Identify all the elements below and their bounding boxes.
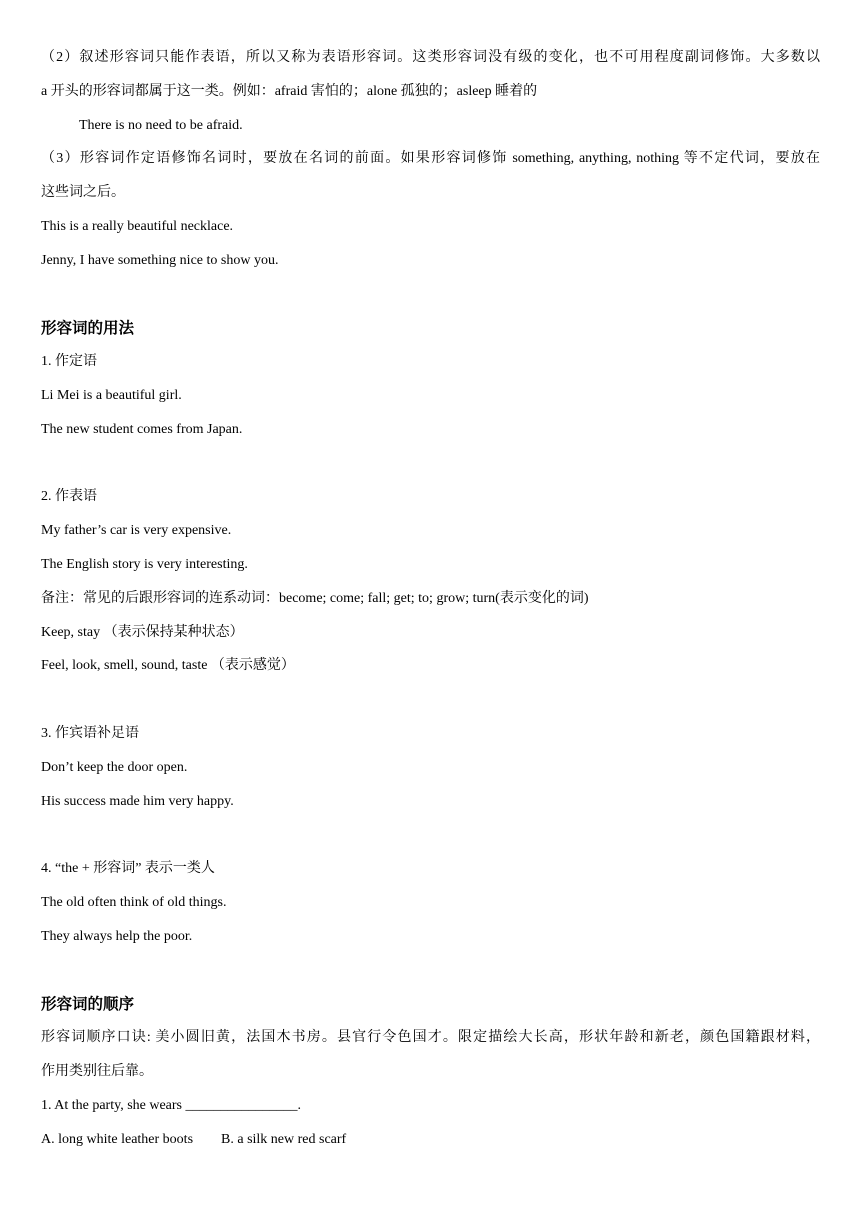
usage-item-1-title: 1. 作定语 bbox=[41, 354, 97, 369]
usage-note-linking-verbs: 备注：常见的后跟形容词的连系动词：become; come; fall; get; to; grow; turn(表示变化的词) bbox=[41, 591, 589, 606]
usage-item-3-example-1: Don’t keep the door open. bbox=[41, 760, 188, 775]
usage-note-sense-verbs: Feel, look, smell, sound, taste （表示感觉） bbox=[41, 658, 295, 673]
usage-item-3-example-2: His success made him very happy. bbox=[41, 794, 234, 809]
usage-item-4-example-1: The old often think of old things. bbox=[41, 895, 227, 910]
usage-item-4-title: 4. “the + 形容词” 表示一类人 bbox=[41, 861, 215, 876]
order-mnemonic-line-2: 作用类别往后靠。 bbox=[41, 1064, 153, 1079]
usage-heading: 形容词的用法 bbox=[41, 319, 135, 337]
order-question-1-options bbox=[41, 1130, 820, 1150]
option-a: A. long white leather boots bbox=[41, 1132, 194, 1147]
predicative-paragraph-line-2: a 开头的形容词都属于这一类。例如：afraid 害怕的；alone 孤独的；asleep 睡着的 bbox=[41, 84, 538, 99]
usage-item-2-example-1: My father’s car is very expensive. bbox=[41, 523, 232, 538]
order-mnemonic-line-1: 形容词顺序口诀: 美小圆旧黄，法国木书房。县官行令色国才。限定描绘大长高，形状年龄和新老，颜色国籍跟材料， bbox=[41, 1030, 820, 1045]
attributive-example-1: This is a really beautiful necklace. bbox=[41, 219, 234, 234]
attributive-paragraph-line-1: （3）形容词作定语修饰名词时，要放在名词的前面。如果形容词修饰 something, anything, nothing 等不定代词，要放在 bbox=[41, 151, 820, 166]
order-heading: 形容词的顺序 bbox=[41, 995, 135, 1013]
usage-note-keep-stay: Keep, stay （表示保持某种状态） bbox=[41, 625, 244, 640]
usage-item-1-example-2: The new student comes from Japan. bbox=[41, 422, 243, 437]
attributive-paragraph-line-2: 这些词之后。 bbox=[41, 185, 125, 200]
attributive-example-2: Jenny, I have something nice to show you. bbox=[41, 253, 279, 268]
usage-item-2-example-2: The English story is very interesting. bbox=[41, 557, 248, 572]
usage-item-3-title: 3. 作宾语补足语 bbox=[41, 726, 139, 741]
usage-item-2-title: 2. 作表语 bbox=[41, 489, 97, 504]
order-question-1: 1. At the party, she wears ________________. bbox=[41, 1098, 301, 1113]
usage-item-1-example-1: Li Mei is a beautiful girl. bbox=[41, 388, 182, 403]
usage-item-4-example-2: They always help the poor. bbox=[41, 929, 193, 944]
predicative-example: There is no need to be afraid. bbox=[79, 118, 243, 133]
option-b: B. a silk new red scarf bbox=[221, 1132, 347, 1147]
predicative-paragraph-line-1: （2）叙述形容词只能作表语，所以又称为表语形容词。这类形容词没有级的变化，也不可用程度副词修饰。大多数以 bbox=[41, 50, 820, 65]
